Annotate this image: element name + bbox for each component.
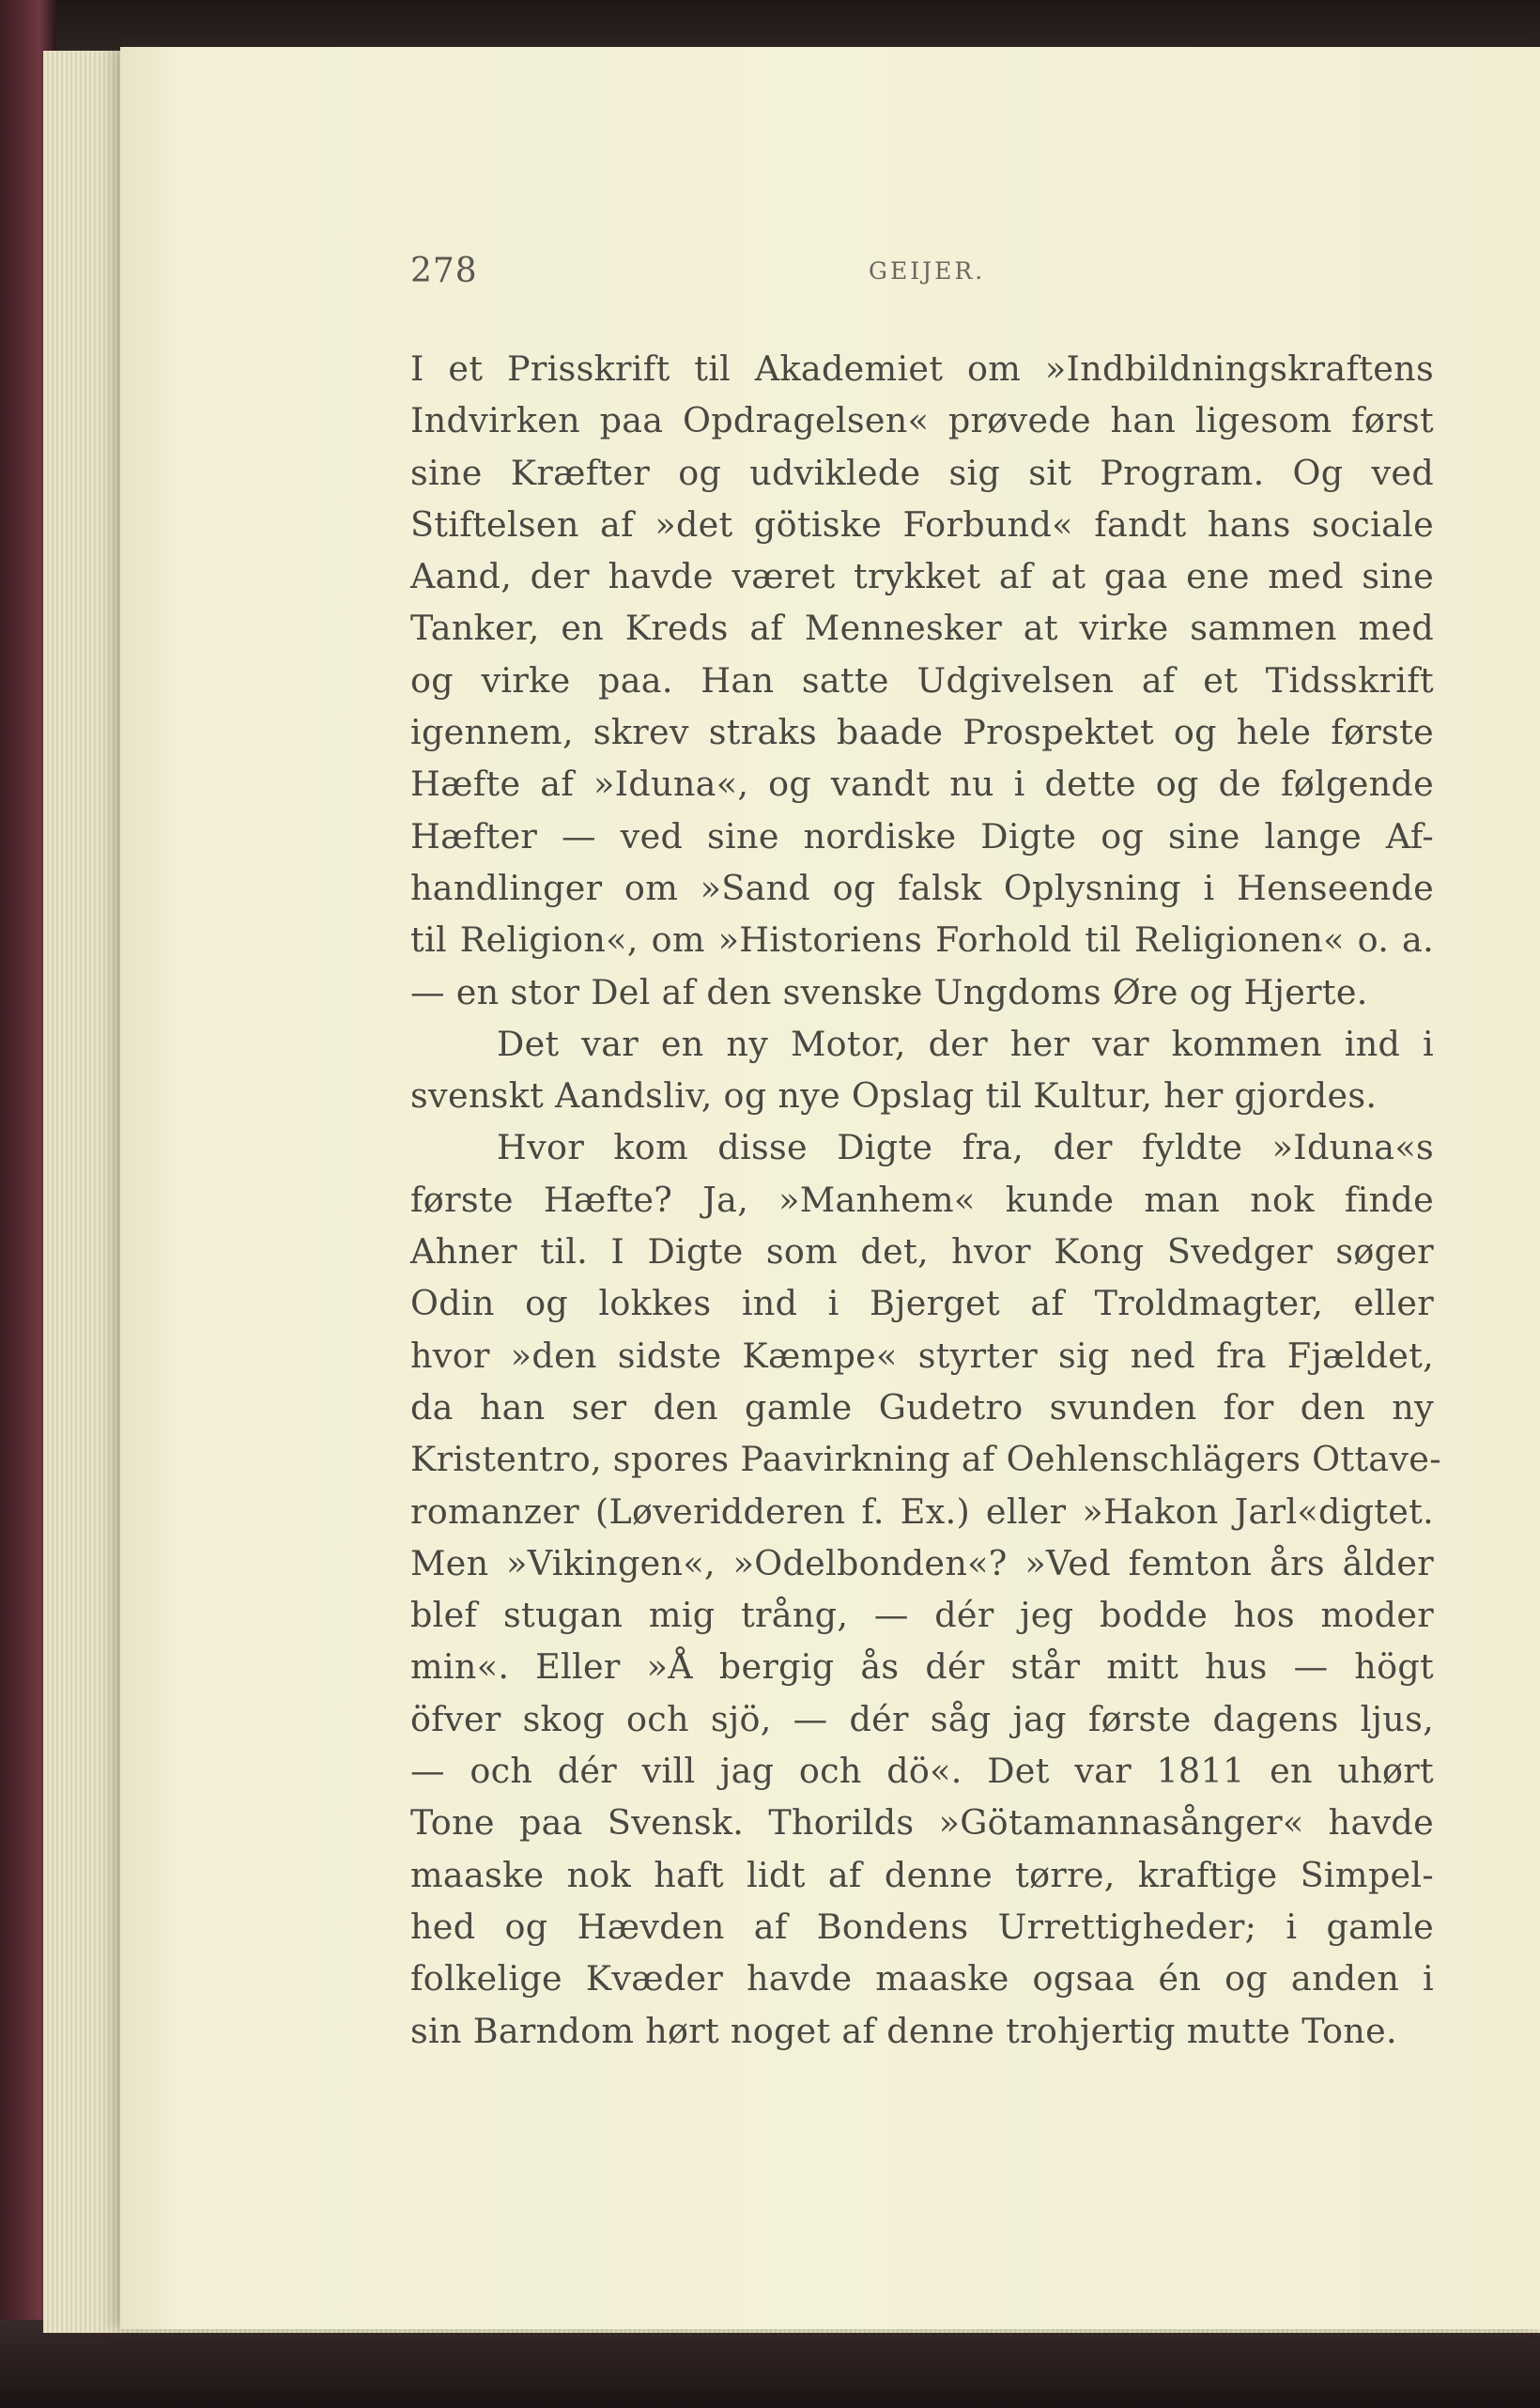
text-line: Indvirken paa Opdragelsen« prøvede han ligesom først: [410, 400, 1434, 441]
text-line: Odin og lokkes ind i Bjerget af Troldmagter, eller: [410, 1283, 1434, 1324]
text-line: hvor »den sidste Kæmpe« styrter sig ned fra Fjældet,: [410, 1335, 1434, 1376]
text-line: da han ser den gamle Gudetro svunden for den ny: [410, 1386, 1434, 1428]
text-line: öfver skog och sjö, — dér såg jag første dagens ljus,: [410, 1698, 1434, 1739]
text-line: maaske nok haft lidt af denne tørre, kraftige Simpel-: [410, 1854, 1434, 1895]
scan-bottom-edge: [0, 2320, 1540, 2408]
text-line: blef stugan mig trång, — dér jeg bodde hos moder: [410, 1595, 1434, 1636]
text-line: Ahner til. I Digte som det, hvor Kong Svedger søger: [410, 1231, 1434, 1273]
text-line: sin Barndom hørt noget af denne trohjertig mutte Tone.: [410, 2010, 1397, 2051]
text-line: Det var en ny Motor, der her var kommen ind i: [497, 1023, 1434, 1064]
text-line: Men »Vikingen«, »Odelbonden«? »Ved femton års ålder: [410, 1542, 1434, 1583]
text-line: handlinger om »Sand og falsk Oplysning i Henseende: [410, 867, 1434, 908]
text-line: I et Prisskrift til Akademiet om »Indbildningskraftens: [410, 348, 1434, 389]
text-line: sine Kræfter og udviklede sig sit Program. Og ved: [410, 452, 1434, 493]
text-line: og virke paa. Han satte Udgivelsen af et Tidsskrift: [410, 659, 1434, 701]
running-title: GEIJER.: [869, 257, 986, 285]
text-line: hed og Hævden af Bondens Urrettigheder; i gamle: [410, 1906, 1434, 1947]
text-line: Tanker, en Kreds af Mennesker at virke sammen med: [410, 608, 1434, 649]
text-line: — och dér vill jag och dö«. Det var 1811 en uhørt: [410, 1751, 1434, 1792]
text-line: Kristentro, spores Paavirkning af Oehlenschlägers Ottave-: [410, 1439, 1441, 1480]
text-line: min«. Eller »Å bergig ås dér står mitt hus — högt: [410, 1646, 1434, 1688]
running-head: [410, 252, 1434, 308]
text-line: Tone paa Svensk. Thorilds »Götamannasånger« havde: [410, 1802, 1434, 1844]
text-line: igennem, skrev straks baade Prospektet og hele første: [410, 712, 1434, 753]
text-line: Hvor kom disse Digte fra, der fyldte »Iduna«s: [497, 1127, 1434, 1168]
text-line: Hæfte af »Iduna«, og vandt nu i dette og de følgende: [410, 764, 1434, 805]
page-number: 278: [410, 252, 478, 290]
text-line: til Religion«, om »Historiens Forhold til Religionen« o. a.: [410, 919, 1434, 961]
text-line: romanzer (Løveridderen f. Ex.) eller »Hakon Jarl«digtet.: [410, 1490, 1434, 1532]
text-line: første Hæfte? Ja, »Manhem« kunde man nok finde: [410, 1179, 1434, 1220]
text-line: Hæfter — ved sine nordiske Digte og sine lange Af-: [410, 815, 1434, 857]
text-line: — en stor Del af den svenske Ungdoms Øre og Hjerte.: [410, 971, 1368, 1012]
text-line: Stiftelsen af »det götiske Forbund« fandt hans sociale: [410, 503, 1434, 545]
body-text: [410, 343, 1441, 2057]
text-line: Aand, der havde været trykket af at gaa ene med sine: [410, 556, 1434, 597]
scan-top-edge: [0, 0, 1540, 53]
text-line: folkelige Kvæder havde maaske ogsaa én og anden i: [410, 1958, 1434, 1999]
text-line: svenskt Aandsliv, og nye Opslag til Kultur, her gjordes.: [410, 1075, 1378, 1117]
